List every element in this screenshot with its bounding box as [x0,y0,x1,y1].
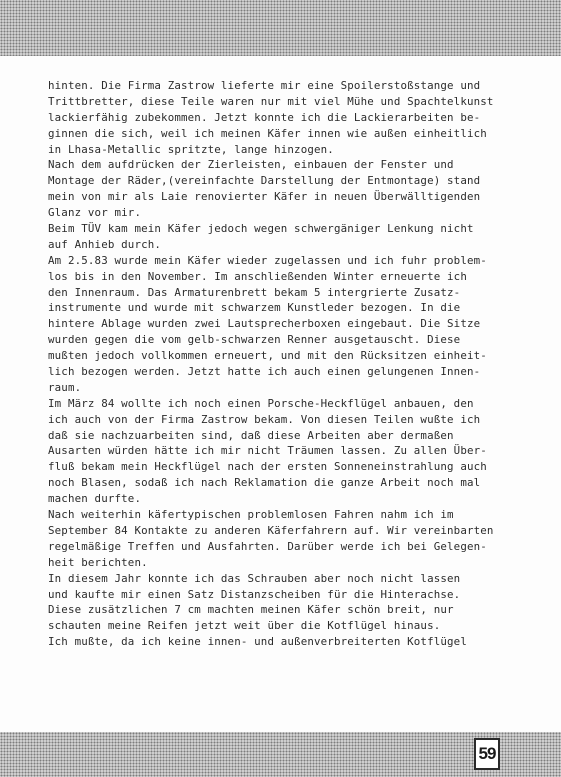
text-line: schauten meine Reifen jetzt weit über die Kotflügel hinaus. [48,619,441,633]
text-line: hinten. Die Firma Zastrow lieferte mir eine Spoilerstoßstange und [48,79,481,92]
text-line: machen durfte. [48,492,142,506]
text-line: auf Anhieb durch. [48,237,162,251]
text-line: mein von mir als Laie renovierter Käfer in neuen Überwälltigenden [48,190,481,204]
text-line: lackierfähig zubekommen. Jetzt konnte ich die Lackierarbeiten be- [48,110,481,124]
text-line: In diesem Jahr konnte ich das Schrauben aber noch nicht lassen [48,571,461,585]
text-line: mußten jedoch vollkommen erneuert, und mit den Rücksitzen einheit- [48,349,487,363]
text-line: Am 2.5.83 wurde mein Käfer wieder zugelassen und ich fuhr problem- [48,253,487,267]
text-line: los bis in den November. Im anschließenden Winter erneuerte ich [48,269,467,283]
page-number: 59 [474,738,500,770]
text-line: Diese zusätzlichen 7 cm machten meinen Käfer schön breit, nur [48,603,454,617]
text-line: hintere Ablage wurden zwei Lautsprecherboxen eingebaut. Die Sitze [48,317,481,331]
article-body [48,78,518,650]
text-line: September 84 Kontakte zu anderen Käferfahrern auf. Wir vereinbarten [48,523,494,537]
text-line: den Innenraum. Das Armaturenbrett bekam 5 intergrierte Zusatz- [48,285,461,299]
text-line: ich auch von der Firma Zastrow bekam. Von diesen Teilen wußte ich [48,412,481,426]
text-line: Nach weiterhin käfertypischen problemlosen Fahren nahm ich im [48,508,454,522]
text-line: instrumente und wurde mit schwarzem Kunstleder bezogen. In die [48,301,461,315]
text-line: regelmäßige Treffen und Ausfahrten. Darüber werde ich bei Gelegen- [48,539,487,553]
text-line: wurden gegen die vom gelb-schwarzen Renner ausgetauscht. Diese [48,333,461,347]
text-line: noch Blasen, sodaß ich nach Reklamation die ganze Arbeit noch mal [48,476,481,490]
text-line: Trittbretter, diese Teile waren nur mit viel Mühe und Spachtelkunst [48,94,494,108]
text-line: daß sie nachzuarbeiten sind, daß diese Arbeiten aber dermaßen [48,428,454,442]
halftone-top-border [0,0,561,58]
text-line: fluß bekam mein Heckflügel nach der ersten Sonneneinstrahlung auch [48,460,487,474]
text-line: und kaufte mir einen Satz Distanzscheiben für die Hinterachse. [48,587,461,601]
text-line: Glanz vor mir. [48,206,142,220]
text-line: ginnen die sich, weil ich meinen Käfer innen wie außen einheitlich [48,126,487,140]
text-line: Im März 84 wollte ich noch einen Porsche-Heckflügel anbauen, den [48,396,474,410]
text-line: Nach dem aufdrücken der Zierleisten, einbauen der Fenster und [48,158,454,172]
text-line: Montage der Räder,(vereinfachte Darstellung der Entmontage) stand [48,174,481,188]
text-line: Ich mußte, da ich keine innen- und außenverbreiterten Kotflügel [48,635,467,649]
text-line: in Lhasa-Metallic spritzte, lange hinzogen. [48,142,334,156]
text-line: Ausarten würden hätte ich mir nicht Träumen lassen. Zu allen Über- [48,444,487,458]
text-line: Beim TÜV kam mein Käfer jedoch wegen schwergäniger Lenkung nicht [48,222,474,236]
text-line: heit berichten. [48,555,148,569]
text-line: lich bezogen werden. Jetzt hatte ich auch einen gelungenen Innen- [48,365,481,379]
text-line: raum. [48,380,82,394]
